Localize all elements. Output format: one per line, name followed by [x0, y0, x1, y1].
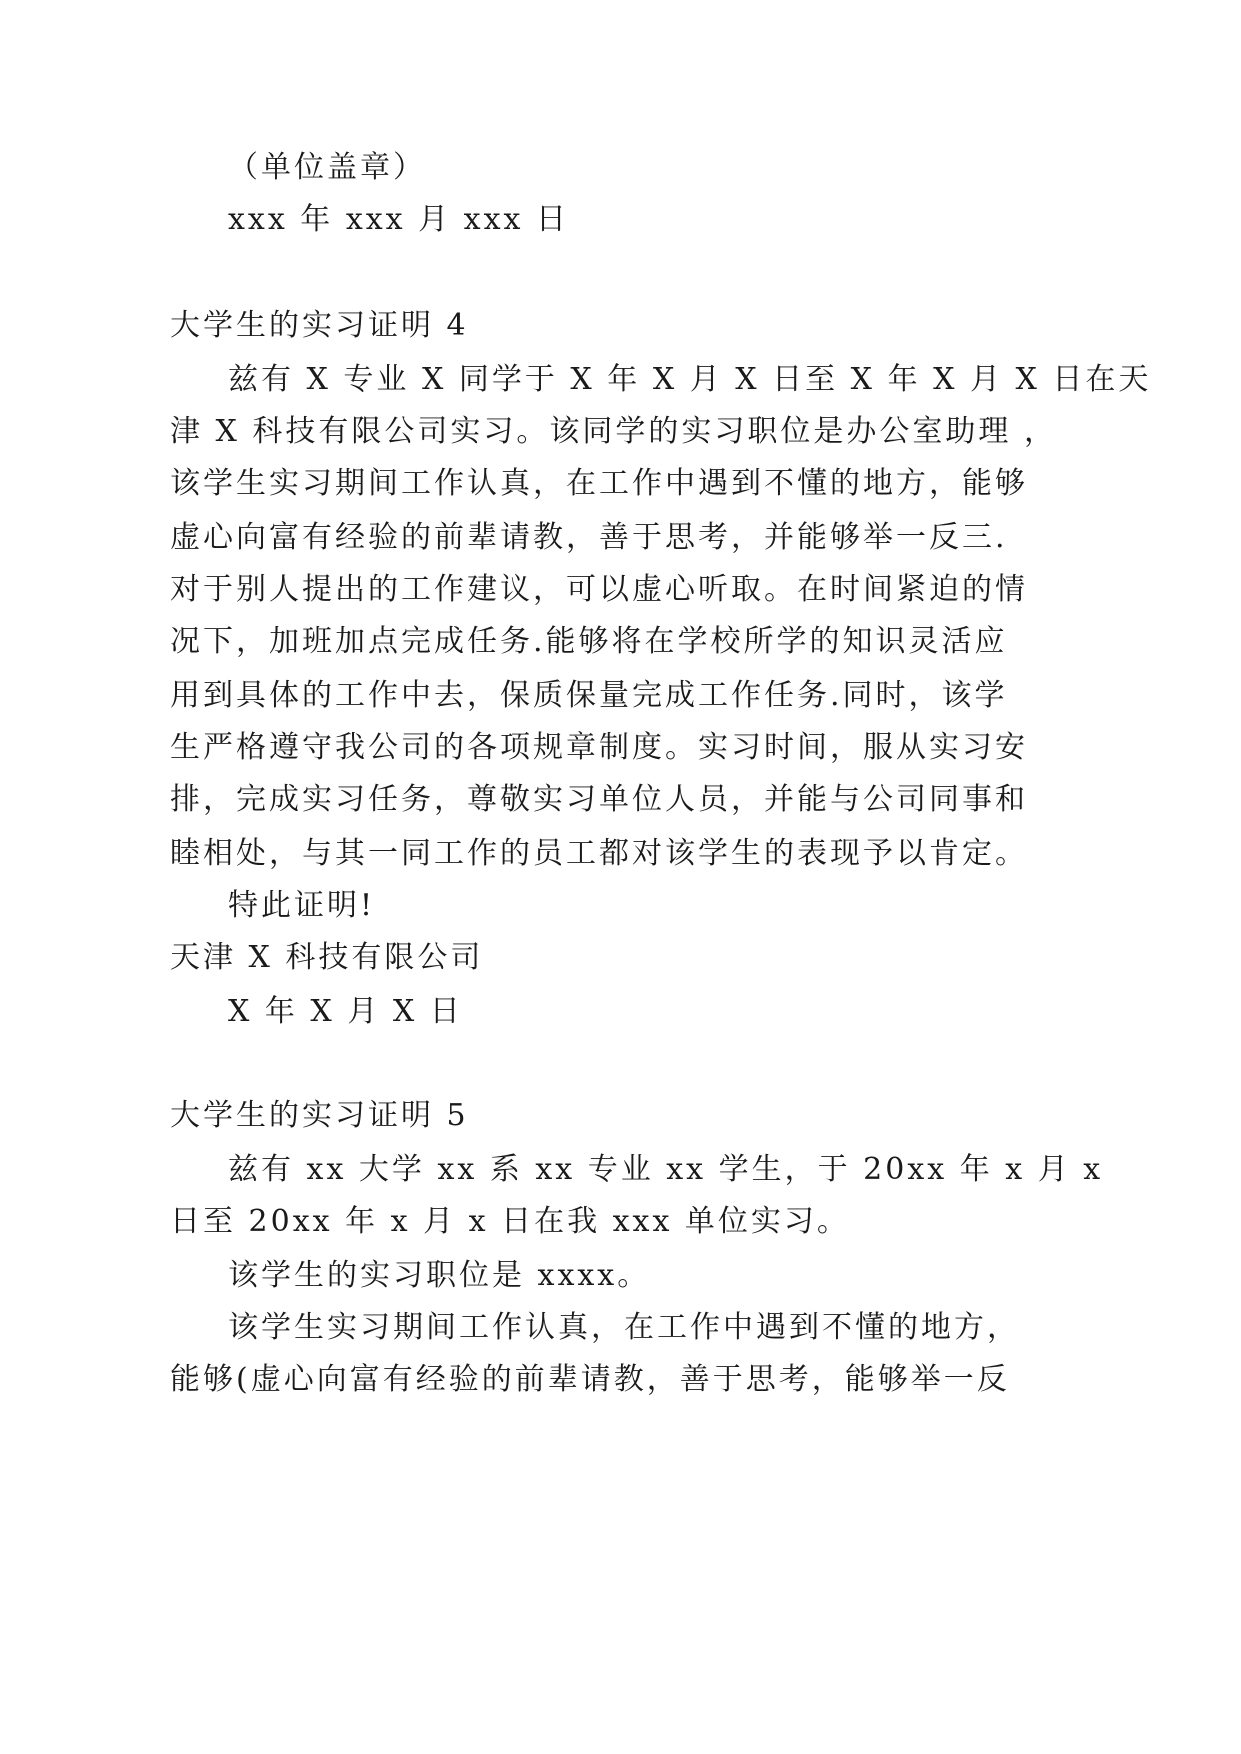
paragraph-line: 睦相处，与其一同工作的员工都对该学生的表现予以肯定。: [170, 836, 1028, 871]
paragraph-line: 能够(虚心向富有经验的前辈请教，善于思考，能够举一反: [170, 1362, 1010, 1397]
paragraph-line: 生严格遵守我公司的各项规章制度。实习时间，服从实习安: [170, 730, 1028, 765]
closing-text: 特此证明!: [228, 888, 376, 923]
paragraph-line: 况下，加班加点完成任务.能够将在学校所学的知识灵活应: [170, 624, 1008, 659]
section-title: 大学生的实习证明 5: [170, 1098, 469, 1133]
paragraph-line: 日至 20xx 年 x 月 x 日在我 xxx 单位实习。: [170, 1204, 850, 1239]
company-name: 天津 X 科技有限公司: [170, 940, 484, 975]
date-line: xxx 年 xxx 月 xxx 日: [228, 202, 569, 237]
paragraph-line: 该学生实习期间工作认真，在工作中遇到不懂的地方，能够: [170, 466, 1028, 501]
paragraph-line: 兹有 xx 大学 xx 系 xx 专业 xx 学生，于 20xx 年 x 月 x: [228, 1152, 1104, 1187]
paragraph-line: 该学生的实习职位是 xxxx。: [228, 1258, 651, 1293]
paragraph-line: 排，完成实习任务，尊敬实习单位人员，并能与公司同事和: [170, 782, 1028, 817]
section-title: 大学生的实习证明 4: [170, 308, 469, 343]
paragraph-line: 该学生实习期间工作认真，在工作中遇到不懂的地方，: [228, 1310, 1020, 1345]
paragraph-line: 对于别人提出的工作建议，可以虚心听取。在时间紧迫的情: [170, 572, 1028, 607]
seal-text: （单位盖章）: [228, 150, 426, 185]
paragraph-line: 兹有 X 专业 X 同学于 X 年 X 月 X 日至 X 年 X 月 X 日在天: [228, 362, 1152, 397]
paragraph-line: 虚心向富有经验的前辈请教，善于思考，并能够举一反三.: [170, 520, 1008, 555]
paragraph-line: 用到具体的工作中去，保质保量完成工作任务.同时，该学: [170, 678, 1008, 713]
date-line: X 年 X 月 X 日: [228, 994, 463, 1029]
paragraph-line: 津 X 科技有限公司实习。该同学的实习职位是办公室助理 ，: [170, 414, 1057, 449]
